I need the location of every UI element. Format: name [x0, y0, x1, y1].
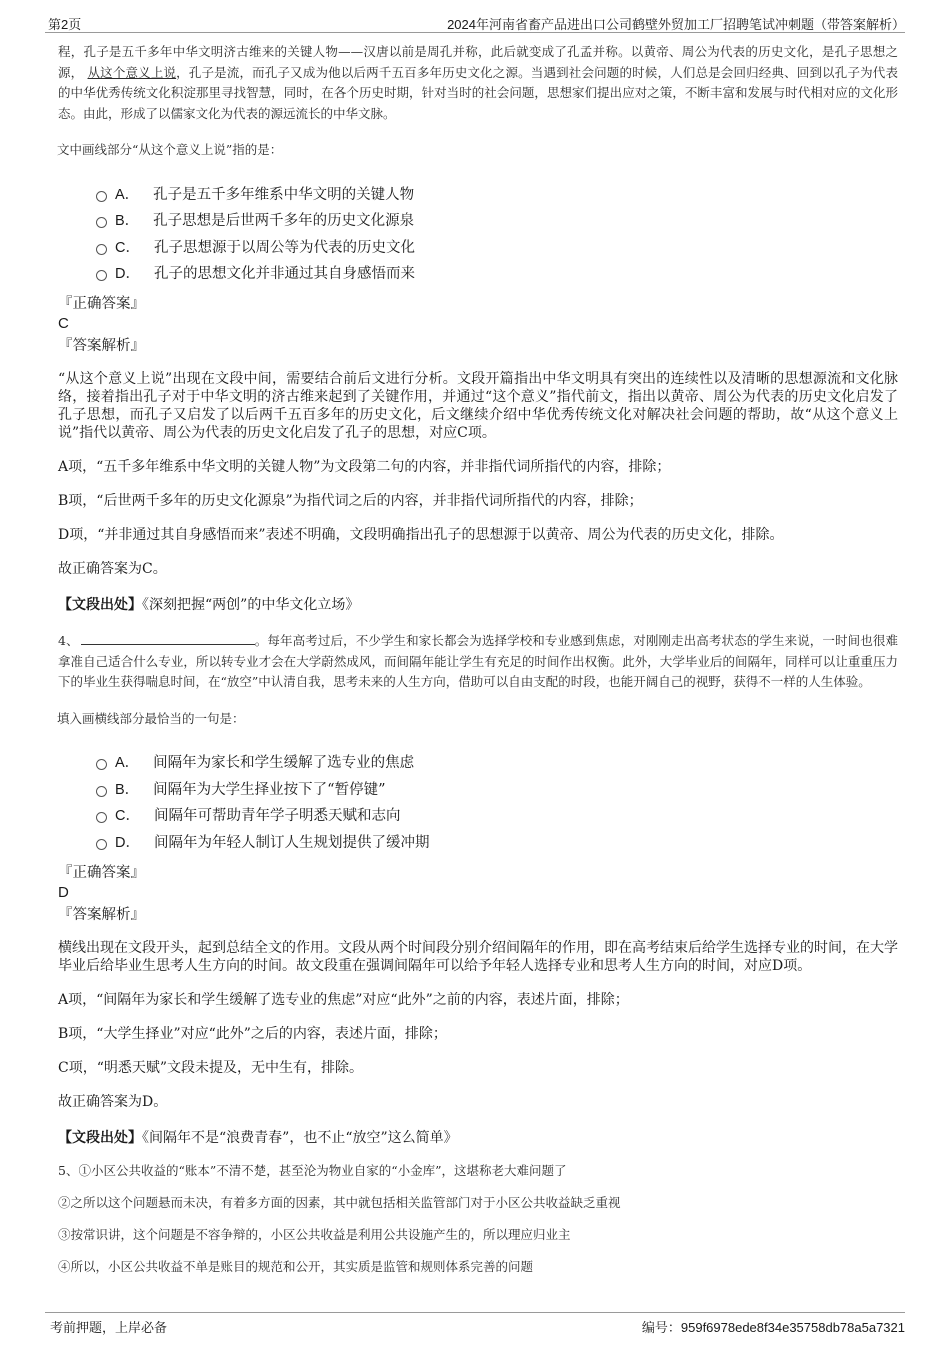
q3-analysis-d: D项，“并非通过其自身感悟而来”表述不明确，文段明确指出孔子的思想源于以黄帝、周公为代表的历史文化，排除。 — [58, 527, 784, 543]
q3-conclusion: 故正确答案为C。 — [58, 561, 167, 577]
q3-analysis-label: 『答案解析』 — [58, 338, 145, 354]
radio-icon[interactable] — [96, 244, 107, 255]
radio-icon[interactable] — [96, 217, 107, 228]
q4-option-a[interactable]: A． 间隔年为家长和学生缓解了选专业的焦虑 — [96, 749, 898, 776]
q4-analysis-a: A项，“间隔年为家长和学生缓解了选专业的焦虑”对应“此外”之前的内容，表述片面，排除； — [58, 991, 629, 1008]
radio-icon[interactable] — [96, 812, 107, 823]
q4-option-d[interactable]: D． 间隔年为年轻人制订人生规划提供了缓冲期 — [96, 828, 898, 855]
q4-prompt: 填入画横线部分最恰当的一句是： — [57, 710, 245, 726]
radio-icon[interactable] — [96, 839, 107, 850]
page-header — [45, 12, 905, 33]
q4-conclusion: 故正确答案为D。 — [58, 1093, 168, 1110]
q4-answer-label: 『正确答案』 — [58, 864, 145, 881]
q5-sentences — [58, 1161, 898, 1275]
q4-passage: 4、 。每年高考过后，不少学生和家长都会为选择学校和专业感到焦虑，对刚刚走出高考状态的学生来说，一时间也很难拿准自己适合什么专业，所以转专业才会在大学蔚然成风，而间隔年能让学生有充足的时间作出权衡。此外，大学毕业后的间隔年，同样可以让重重压力下的毕业生获得喘息时间，在“放空”中认清自我，思考未来的人生方向，借助可以自由支配的时段，也能开阔自己的视野，获得不一样的人生体验。 — [58, 633, 898, 689]
q3-answer-label: 『正确答案』 — [58, 296, 145, 312]
q5-sentence-3: ③按常识讲，这个问题是不容争辩的，小区公共收益是利用公共设施产生的，所以理应归业主 — [58, 1226, 571, 1242]
q3-option-d[interactable]: D． 孔子的思想文化并非通过其自身感悟而来 — [96, 260, 898, 287]
q5-sentence-2: ②之所以这个问题悬而未决，有着多方面的因素，其中就包括相关监管部门对于小区公共收益缺乏重视 — [58, 1194, 621, 1210]
q4-analysis-label: 『答案解析』 — [58, 906, 145, 923]
q3-analysis-a: A项，“五千多年维系中华文明的关键人物”为文段第二句的内容，并非指代词所指代的内容，排除； — [58, 459, 671, 475]
radio-icon[interactable] — [96, 270, 107, 281]
question-number: 4、 — [58, 633, 79, 648]
q5-sentence-4: ④所以，小区公共收益不单是账目的规范和公开，其实质是监管和规则体系完善的问题 — [58, 1258, 534, 1274]
page-number: 第2页 — [48, 17, 82, 32]
q3-analysis-b: B项，“后世两千多年的历史文化源泉”为指代词之后的内容，并非指代词所指代的内容，排除； — [58, 493, 643, 509]
q3-source: 【文段出处】《深刻把握“两创”的中华文化立场》 — [58, 597, 360, 613]
q3-option-c[interactable]: C． 孔子思想源于以周公等为代表的历史文化 — [96, 233, 898, 260]
radio-icon[interactable] — [96, 786, 107, 797]
footer-slogan: 考前押题，上岸必备 — [50, 1320, 168, 1335]
q4-analysis-b: B项，“大学生择业”对应“此外”之后的内容，表述片面，排除； — [58, 1025, 447, 1042]
q4-source: 【文段出处】《间隔年不是“浪费青春”，也不止“放空”这么简单》 — [58, 1129, 458, 1146]
document-code: 编号：959f6978ede8f34e35758db78a5a7321 — [641, 1320, 905, 1335]
fill-blank — [81, 632, 255, 645]
document-title: 2024年河南省畜产品进出口公司鹤壁外贸加工厂招聘笔试冲刺题（带答案解析） — [447, 17, 905, 32]
q3-analysis-main: “从这个意义上说”出现在文段中间，需要结合前后文进行分析。文段开篇指出中华文明具有突出的连续性以及清晰的思想源流和文化脉络，接着指出孔子对于中华文明的济古维来起到了关键作用，并通过“这个意义”指代前文，指出以黄帝、周公为代表的历史文化启发了孔子思想，而孔子又启发了以后两千五百多年的历史文化，后文继续介绍中华优秀传统文化对解决社会问题的帮助，故“从这个意义上说”指代以黄帝、周公为代表的历史文化启发了孔子的思想，对应C项。 — [58, 371, 898, 441]
q3-options — [96, 180, 898, 286]
q3-answer: C — [58, 315, 69, 332]
q4-answer: D — [58, 883, 69, 901]
q3-passage: 程，孔子是五千多年中华文明济古维来的关键人物——汉唐以前是周孔并称，此后就变成了孔孟并称。以黄帝、周公为代表的历史文化，是孔子思想之源， 从这个意义上说，孔子是流，而孔子又成为他以后两千五百多年历史文化之源。当遇到社会问题的时候，人们总是会回归经典、回到以孔子为代表的中华优秀传统文化积淀那里寻找智慧，同时，在各个历史时期，针对当时的社会问题，思想家们提出应对之策，不断丰富和发展与时代相对应的文化形态。由此，形成了以儒家文化为代表的源远流长的中华文脉。 — [58, 44, 898, 121]
q4-analysis-main: 横线出现在文段开头，起到总结全文的作用。文段从两个时间段分别介绍间隔年的作用，即在高考结束后给学生选择专业的时间，在大学毕业后给毕业生思考人生方向的时间。故文段重在强调间隔年可以给予年轻人选择专业和思考人生方向的时间，对应D项。 — [58, 939, 898, 974]
q4-options — [96, 749, 898, 855]
page-content — [58, 42, 898, 1275]
q4-option-b[interactable]: B． 间隔年为大学生择业按下了“暂停键” — [96, 775, 898, 802]
q3-prompt: 文中画线部分“从这个意义上说”指的是： — [57, 142, 283, 157]
page-footer — [45, 1312, 905, 1335]
q3-option-b[interactable]: B． 孔子思想是后世两千多年的历史文化源泉 — [96, 207, 898, 234]
q5-sentence-1: 5、①小区公共收益的“账本”不清不楚，甚至沦为物业自家的“小金库”，这堪称老大难问题了 — [58, 1162, 567, 1178]
q3-option-a[interactable]: A． 孔子是五千多年维系中华文明的关键人物 — [96, 180, 898, 207]
radio-icon[interactable] — [96, 191, 107, 202]
q4-option-c[interactable]: C． 间隔年可帮助青年学子明悉天赋和志向 — [96, 802, 898, 829]
radio-icon[interactable] — [96, 759, 107, 770]
q3-underlined-phrase: 从这个意义上说 — [87, 64, 177, 80]
q4-analysis-c: C项，“明悉天赋”文段未提及，无中生有，排除。 — [58, 1059, 364, 1076]
